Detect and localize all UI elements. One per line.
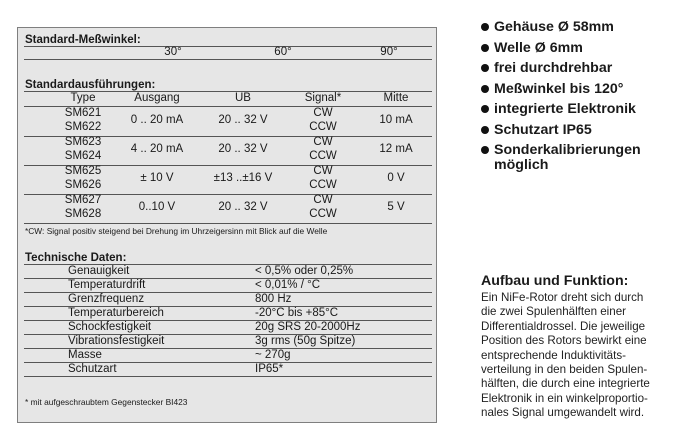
tech-value-masse: ~ 270g bbox=[255, 349, 291, 361]
tech-value-vibrationsfestigkeit: 3g rms (50g Spitze) bbox=[255, 335, 356, 347]
row3-signal-a: CW bbox=[313, 165, 333, 177]
tech-label-schockfestigkeit: Schockfestigkeit bbox=[68, 321, 152, 333]
angle-90: 90° bbox=[380, 46, 398, 58]
row1-mitte: 10 mA bbox=[379, 114, 413, 126]
row3-ub: ±13 ..±16 V bbox=[213, 172, 273, 184]
row3-ausgang: ± 10 V bbox=[140, 172, 174, 184]
tech-label-masse: Masse bbox=[68, 349, 102, 361]
row4-mitte: 5 V bbox=[387, 201, 405, 213]
row4-ausgang: 0..10 V bbox=[138, 201, 176, 213]
tech-label-grenzfrequenz: Grenzfrequenz bbox=[68, 293, 145, 305]
feature-text: integrierte Elektronik bbox=[494, 101, 636, 117]
models-title: Standardausführungen: bbox=[25, 79, 156, 91]
feature-item bbox=[481, 120, 674, 141]
divider bbox=[24, 59, 432, 60]
bullet-dot-icon bbox=[481, 146, 489, 154]
aufbau-line: die zwei Spulenhälften einer bbox=[481, 305, 627, 319]
bullet-dot-icon bbox=[481, 85, 489, 93]
tech-value-temperaturbereich: -20°C bis +85°C bbox=[255, 307, 339, 319]
row4-signal-a: CW bbox=[313, 194, 333, 206]
divider bbox=[24, 376, 432, 377]
tech-value-schockfestigkeit: 20g SRS 20-2000Hz bbox=[255, 321, 361, 333]
row4-type-a: SM627 bbox=[64, 194, 102, 206]
row1-ausgang: 0 .. 20 mA bbox=[130, 114, 184, 126]
tech-label-temperaturbereich: Temperaturbereich bbox=[68, 307, 164, 319]
row2-ausgang: 4 .. 20 mA bbox=[130, 143, 184, 155]
aufbau-line: Elektronik in ein winkelproportio- bbox=[481, 391, 648, 405]
row2-signal-b: CCW bbox=[309, 150, 337, 162]
models-footnote: *CW: Signal positiv steigend bei Drehung im Uhrzeigersinn mit Blick auf die Welle bbox=[25, 226, 328, 236]
feature-text: Gehäuse Ø 58mm bbox=[494, 19, 614, 35]
row1-signal-b: CCW bbox=[309, 121, 337, 133]
bullet-dot-icon bbox=[481, 126, 489, 134]
tech-value-grenzfrequenz: 800 Hz bbox=[255, 293, 292, 305]
aufbau-line: Differentialdrossel. Die jeweilige bbox=[481, 319, 646, 333]
row2-ub: 20 .. 32 V bbox=[218, 143, 268, 155]
header-ub: UB bbox=[235, 92, 251, 104]
feature-item bbox=[481, 58, 674, 79]
aufbau-line: Ein NiFe-Rotor dreht sich durch bbox=[481, 291, 644, 304]
feature-item bbox=[481, 38, 674, 59]
feature-item bbox=[481, 17, 674, 38]
tech-label-vibrationsfestigkeit: Vibrationsfestigkeit bbox=[68, 335, 165, 347]
feature-text: frei durchdrehbar bbox=[494, 60, 613, 76]
tech-label-genauigkeit: Genauigkeit bbox=[68, 265, 130, 277]
row2-signal-a: CW bbox=[313, 136, 333, 148]
feature-text: Welle Ø 6mm bbox=[494, 39, 583, 56]
tech-label-temperaturdrift: Temperaturdrift bbox=[68, 279, 146, 291]
row3-mitte: 0 V bbox=[387, 172, 405, 184]
row1-ub: 20 .. 32 V bbox=[218, 114, 268, 126]
spec-panel bbox=[17, 27, 437, 423]
row2-type-a: SM623 bbox=[64, 136, 102, 148]
tech-value-temperaturdrift: < 0,01% / °C bbox=[255, 279, 321, 291]
divider bbox=[24, 223, 432, 224]
aufbau-line: entsprechende Induktivitäts- bbox=[481, 348, 627, 362]
row2-type-b: SM624 bbox=[64, 150, 102, 162]
header-type: Type bbox=[70, 92, 96, 104]
header-ausgang: Ausgang bbox=[134, 92, 180, 104]
header-mitte: Mitte bbox=[383, 92, 409, 104]
angles-title: Standard-Meßwinkel: bbox=[25, 34, 141, 46]
feature-text: Sonderkalibrierungen möglich bbox=[494, 142, 641, 173]
angle-30: 30° bbox=[164, 46, 182, 58]
aufbau-title: Aufbau und Funktion: bbox=[481, 273, 629, 289]
row4-signal-b: CCW bbox=[309, 208, 337, 220]
row1-type-a: SM621 bbox=[64, 107, 102, 119]
aufbau-line: verteilung in den beiden Spulen- bbox=[481, 363, 648, 377]
header-signal: Signal* bbox=[304, 92, 342, 104]
aufbau-text bbox=[481, 291, 686, 421]
feature-list bbox=[481, 17, 674, 172]
tech-value-genauigkeit: < 0,5% oder 0,25% bbox=[255, 265, 354, 277]
row1-type-b: SM622 bbox=[64, 121, 102, 133]
row4-type-b: SM628 bbox=[64, 208, 102, 220]
aufbau-line: nales Signal umgewandelt wird. bbox=[481, 406, 645, 420]
tech-label-schutzart: Schutzart bbox=[68, 363, 117, 375]
feature-text: Schutzart IP65 bbox=[494, 121, 592, 138]
tech-title: Technische Daten: bbox=[25, 252, 127, 264]
row3-type-a: SM625 bbox=[64, 165, 102, 177]
tech-value-schutzart: IP65* bbox=[255, 363, 284, 375]
row3-signal-b: CCW bbox=[309, 179, 337, 191]
tech-footnote: * mit aufgeschraubtem Gegenstecker BI423 bbox=[25, 397, 188, 407]
row2-mitte: 12 mA bbox=[379, 143, 413, 155]
bullet-dot-icon bbox=[481, 23, 489, 31]
aufbau-line: Position des Rotors bewirkt eine bbox=[481, 334, 647, 348]
feature-text: Meßwinkel bis 120° bbox=[494, 80, 624, 97]
angle-60: 60° bbox=[274, 46, 292, 58]
row1-signal-a: CW bbox=[313, 107, 333, 119]
bullet-dot-icon bbox=[481, 44, 489, 52]
bullet-dot-icon bbox=[481, 64, 489, 72]
feature-item bbox=[481, 79, 674, 100]
row4-ub: 20 .. 32 V bbox=[218, 201, 268, 213]
aufbau-line: hälften, die durch eine integrierte bbox=[481, 377, 650, 391]
feature-item bbox=[481, 140, 674, 172]
row3-type-b: SM626 bbox=[64, 179, 102, 191]
feature-item bbox=[481, 99, 674, 120]
bullet-dot-icon bbox=[481, 105, 489, 113]
